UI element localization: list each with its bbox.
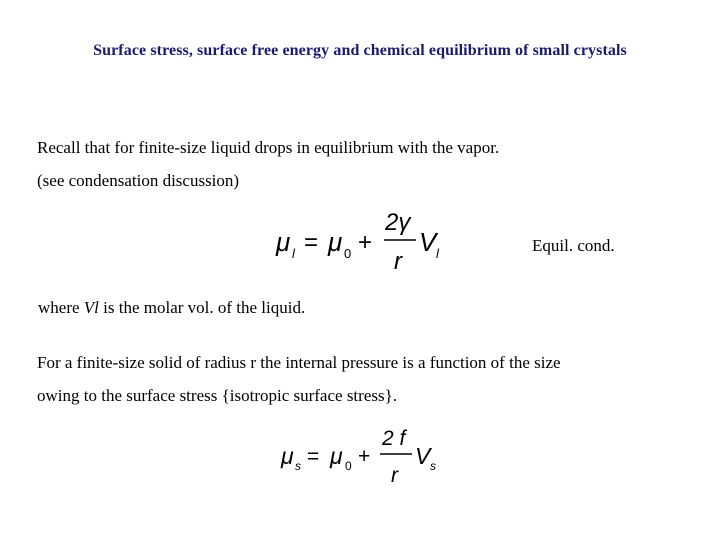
where-prefix: where: [38, 298, 84, 317]
eq-lhs-subscript: l: [292, 246, 295, 261]
paragraph-line: Recall that for finite-size liquid drops in equilibrium with the vapor.: [37, 138, 500, 157]
eq-lhs-symbol: μ: [276, 227, 291, 257]
where-suffix: is the molar vol. of the liquid.: [98, 298, 306, 317]
paragraph-line: For a finite-size solid of radius r the internal pressure is a function of the size: [37, 353, 561, 372]
eq-equals: =: [307, 445, 320, 468]
eq-denominator: r: [394, 248, 402, 275]
eq-mu0-subscript: 0: [345, 459, 352, 473]
eq-numerator: 2γ: [385, 209, 411, 236]
eq-numerator: 2 f: [382, 427, 406, 450]
where-line: [38, 298, 305, 318]
page-title: Surface stress, surface free energy and chemical equilibrium of small crystals: [93, 42, 627, 59]
eq-plus: +: [358, 445, 371, 468]
eq-mu0-symbol: μ: [328, 227, 343, 257]
eq-mu0-subscript: 0: [344, 246, 352, 261]
eq-lhs-symbol: μ: [281, 443, 294, 469]
solid-equilibrium-equation: [275, 424, 450, 490]
eq-equals: =: [304, 229, 319, 256]
paragraph-line: owing to the surface stress {isotropic surface stress}.: [37, 386, 398, 405]
eq-plus: +: [358, 229, 373, 256]
eq-volume-symbol: V: [419, 227, 437, 257]
where-variable: Vl: [83, 298, 99, 317]
eq-volume-symbol: V: [415, 443, 431, 469]
eq-denominator: r: [391, 464, 398, 487]
eq-mu0-symbol: μ: [330, 443, 343, 469]
paragraph-line: (see condensation discussion): [37, 171, 240, 190]
eq-volume-subscript: l: [436, 246, 439, 261]
equation-label: Equil. cond.: [532, 236, 615, 255]
liquid-equilibrium-equation: [270, 205, 460, 277]
eq-volume-subscript: s: [430, 459, 436, 473]
eq-lhs-subscript: s: [295, 459, 301, 473]
